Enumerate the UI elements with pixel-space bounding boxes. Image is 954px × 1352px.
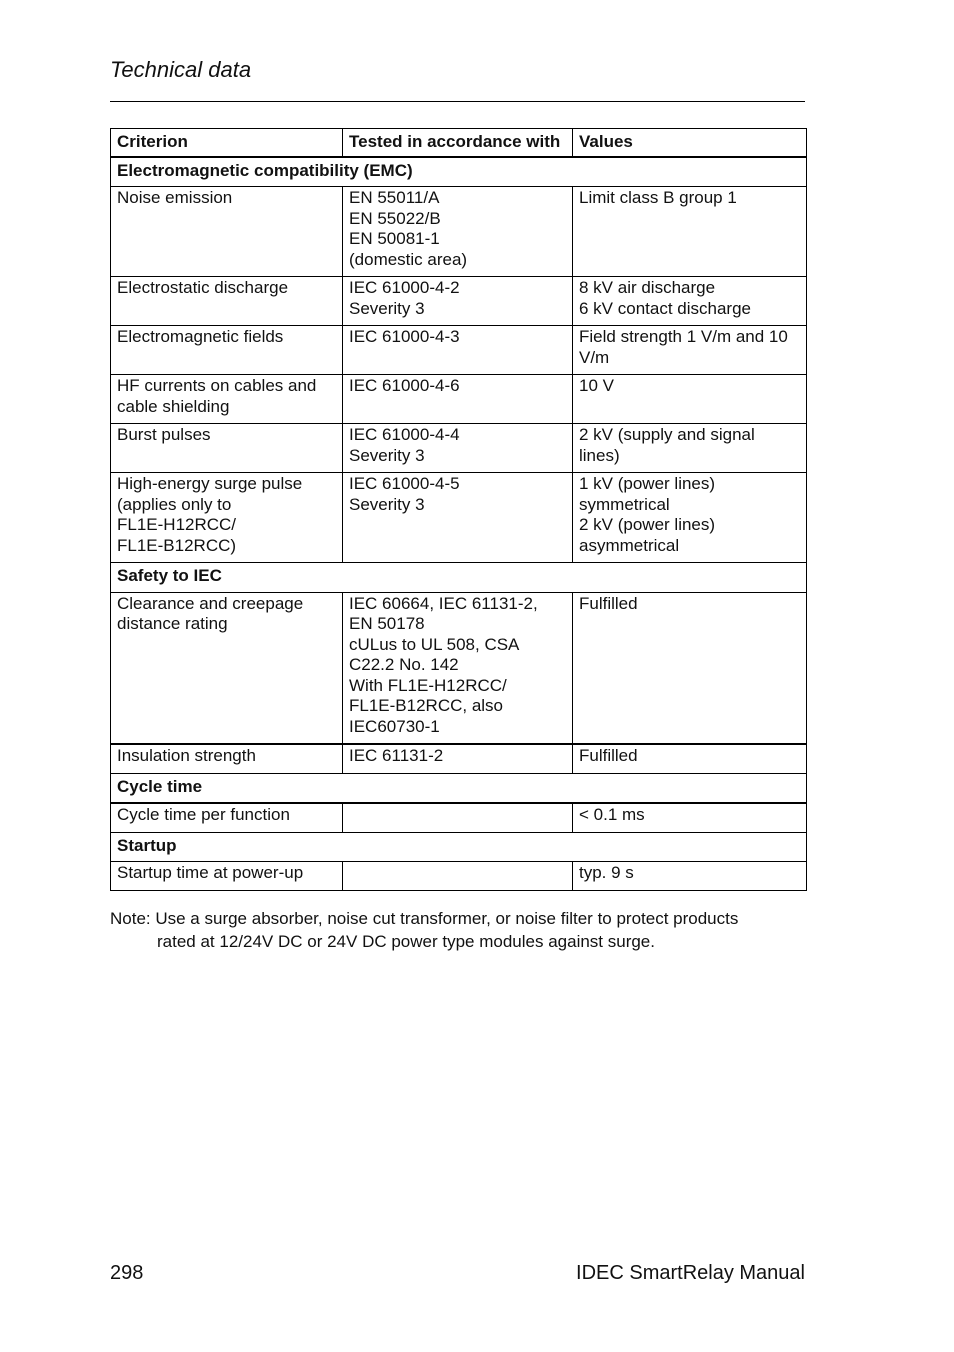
cell-text: IEC 61000-4-3 [349, 327, 460, 346]
cell-text: Limit class B group 1 [579, 188, 737, 207]
cell-text: Severity 3 [349, 298, 425, 318]
cell-text: IEC 61000-4-5 [349, 474, 460, 493]
cell-text: symmetrical [579, 494, 670, 514]
cell-text: Electromagnetic fields [117, 327, 284, 346]
table-row [111, 375, 807, 424]
cell-values [573, 744, 807, 773]
cell-criterion [111, 187, 343, 277]
section-title: Startup [111, 832, 807, 862]
cell-values [573, 473, 807, 563]
cell-text: (applies only to [117, 494, 232, 514]
cell-text: lines) [579, 445, 620, 465]
cell-values [573, 326, 807, 375]
cell-text: IEC 61000-4-4 [349, 425, 460, 444]
section-title: Electromagnetic compatibility (EMC) [111, 157, 807, 187]
header-divider [110, 101, 805, 102]
cell-criterion [111, 803, 343, 832]
column-header-tested: Tested in accordance with [343, 129, 573, 157]
cell-tested [343, 473, 573, 563]
cell-text: Cycle time per function [117, 805, 290, 824]
cell-text: Field strength 1 V/m and 10 [579, 327, 788, 346]
manual-title: IDEC SmartRelay Manual [576, 1262, 805, 1284]
cell-tested [343, 187, 573, 277]
table-row [111, 187, 807, 277]
cell-text: IEC 61131-2 [349, 746, 444, 765]
cell-tested [343, 862, 573, 891]
section-row [111, 773, 807, 803]
cell-text: Startup time at power-up [117, 863, 304, 882]
cell-text: Insulation strength [117, 746, 256, 765]
column-header-values: Values [573, 129, 807, 157]
cell-text: cable shielding [117, 396, 230, 416]
column-header-criterion: Criterion [111, 129, 343, 157]
cell-text: Burst pulses [117, 425, 211, 444]
cell-values [573, 803, 807, 832]
cell-values [573, 375, 807, 424]
cell-text: FL1E-B12RCC, also [349, 696, 504, 715]
cell-text: Severity 3 [349, 445, 425, 465]
cell-text: (domestic area) [349, 249, 468, 269]
cell-text: distance rating [117, 614, 228, 633]
cell-text: Clearance and creepage [117, 593, 304, 613]
page-number: 298 [110, 1262, 144, 1284]
cell-text: High-energy surge pulse [117, 474, 303, 493]
cell-text: Severity 3 [349, 494, 425, 514]
cell-text: HF currents on cables and [117, 376, 317, 395]
cell-criterion [111, 424, 343, 473]
cell-text: EN 50178 [349, 614, 425, 633]
cell-text: 10 V [579, 376, 614, 395]
cell-values [573, 277, 807, 326]
cell-text: 1 kV (power lines) [579, 474, 716, 493]
note-line-1: Note: Use a surge absorber, noise cut transformer, or noise filter to protect products [110, 909, 739, 928]
cell-criterion [111, 862, 343, 891]
cell-values [573, 187, 807, 277]
table-header-row [111, 129, 807, 157]
cell-tested [343, 592, 573, 744]
cell-text: Electrostatic discharge [117, 278, 289, 297]
cell-text: FL1E-B12RCC) [117, 535, 237, 555]
cell-criterion [111, 277, 343, 326]
cell-text: < 0.1 ms [579, 805, 645, 824]
cell-text: FL1E-H12RCC/ [117, 515, 237, 534]
cell-text: Noise emission [117, 188, 233, 207]
cell-tested [343, 277, 573, 326]
section-row [111, 563, 807, 593]
cell-values [573, 592, 807, 744]
cell-criterion [111, 592, 343, 744]
table-row [111, 862, 807, 891]
section-row [111, 832, 807, 862]
cell-values [573, 424, 807, 473]
cell-text: Fulfilled [579, 746, 638, 765]
cell-text: asymmetrical [579, 535, 680, 555]
table-row [111, 326, 807, 375]
cell-text: Fulfilled [579, 593, 638, 613]
cell-text: typ. 9 s [579, 863, 634, 882]
cell-text: IEC 60664, IEC 61131-2, [349, 593, 538, 613]
section-title: Cycle time [111, 773, 807, 803]
page-header-title: Technical data [110, 57, 252, 82]
table-row [111, 424, 807, 473]
technical-data-table [110, 128, 807, 891]
table-row [111, 744, 807, 773]
cell-text: IEC60730-1 [349, 716, 440, 736]
cell-text: 6 kV contact discharge [579, 298, 751, 318]
note [110, 907, 800, 953]
cell-text: IEC 61000-4-6 [349, 376, 460, 395]
cell-criterion [111, 473, 343, 563]
cell-tested [343, 326, 573, 375]
cell-tested [343, 424, 573, 473]
cell-text: IEC 61000-4-2 [349, 278, 460, 297]
cell-text: cULus to UL 508, CSA [349, 634, 520, 654]
note-line-2: rated at 12/24V DC or 24V DC power type modules against surge. [157, 932, 655, 951]
cell-text: 2 kV (power lines) [579, 515, 716, 534]
cell-criterion [111, 326, 343, 375]
table-row [111, 473, 807, 563]
cell-text: EN 55011/A [349, 188, 440, 207]
section-row [111, 157, 807, 187]
cell-text: V/m [579, 347, 610, 367]
cell-tested [343, 375, 573, 424]
cell-text: With FL1E-H12RCC/ [349, 675, 507, 695]
cell-values [573, 862, 807, 891]
section-title: Safety to IEC [111, 563, 807, 593]
cell-text: EN 50081-1 [349, 229, 440, 248]
cell-text: EN 55022/B [349, 208, 441, 228]
cell-tested [343, 803, 573, 832]
cell-text: 2 kV (supply and signal [579, 425, 755, 444]
cell-text: C22.2 No. 142 [349, 655, 459, 674]
cell-tested [343, 744, 573, 773]
cell-text: 8 kV air discharge [579, 278, 716, 297]
table-row [111, 803, 807, 832]
cell-criterion [111, 744, 343, 773]
cell-criterion [111, 375, 343, 424]
table-row [111, 277, 807, 326]
table-row [111, 592, 807, 744]
table-body [111, 157, 807, 891]
